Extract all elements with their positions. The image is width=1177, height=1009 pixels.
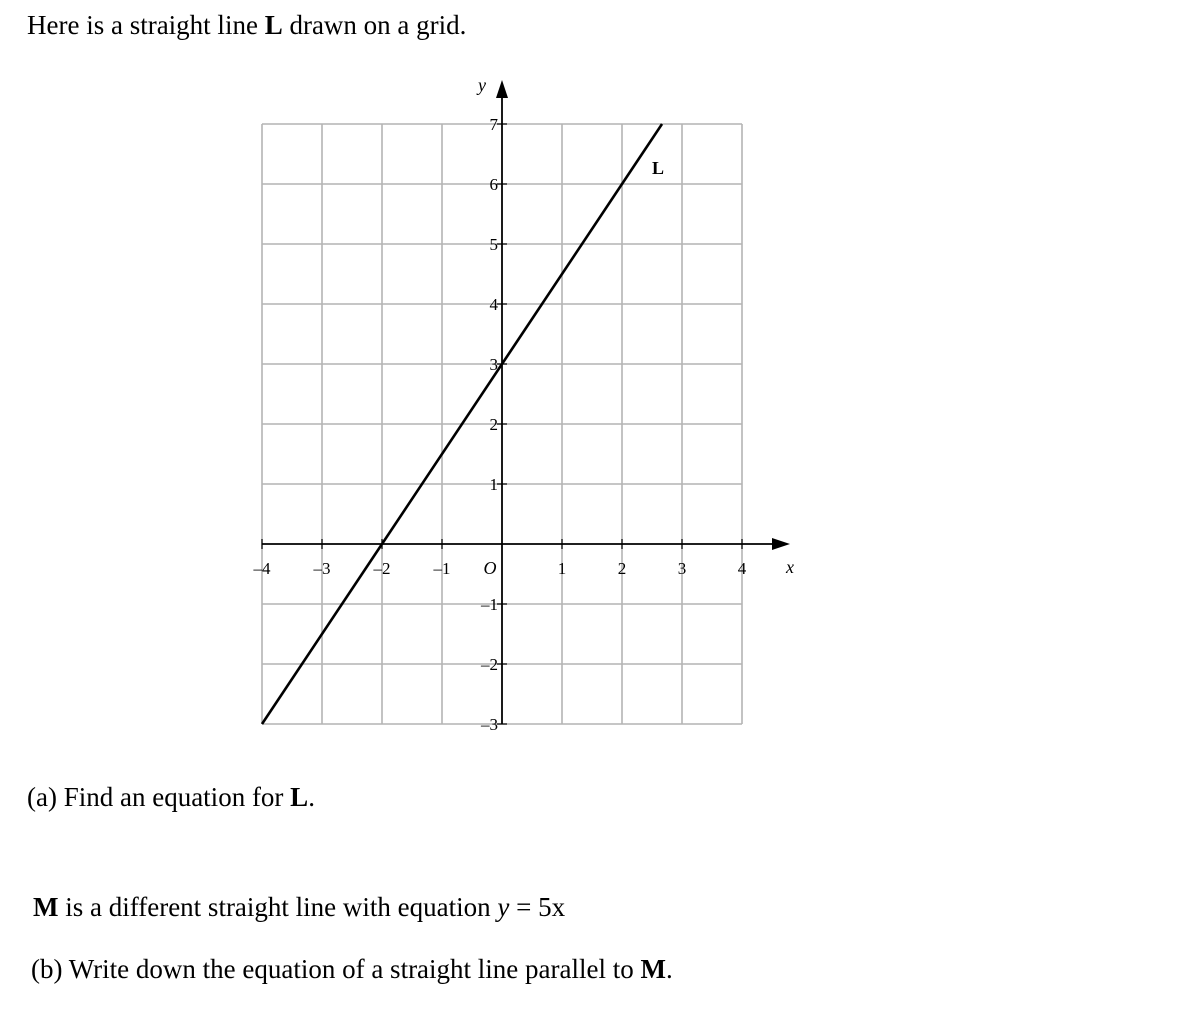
y-tick-label: –2 (481, 655, 498, 674)
x-tick-label: –1 (433, 559, 451, 578)
m-name: M (33, 892, 59, 922)
y-axis-label: y (478, 75, 486, 95)
question-b (31, 954, 673, 985)
intro-after: drawn on a grid. (282, 10, 467, 40)
x-tick-label: 3 (677, 559, 687, 578)
x-tick-label: 2 (617, 559, 627, 578)
x-axis-arrow-icon (772, 538, 790, 550)
axes (262, 75, 794, 724)
question-b-line-name: M (640, 954, 666, 984)
question-b-prefix: (b) Write down the equation of a straight line parallel to (31, 954, 641, 984)
x-tick-label: 4 (737, 559, 747, 578)
y-tick-label: 1 (489, 475, 498, 494)
y-tick-label: 7 (489, 115, 498, 134)
series-label-l: L (652, 158, 665, 178)
m-equation-var: y (497, 892, 510, 922)
y-axis-arrow-icon (496, 80, 508, 98)
y-tick-label: 6 (489, 175, 498, 194)
x-tick-label: –4 (253, 559, 271, 578)
x-tick-label: 1 (557, 559, 567, 578)
m-statement (33, 892, 565, 923)
question-a-suffix: . (308, 782, 315, 812)
question-a-line-name: L (290, 782, 309, 812)
question-a-prefix: (a) Find an equation for (27, 782, 291, 812)
x-tick-label: –3 (313, 559, 331, 578)
y-tick-label: 2 (489, 415, 498, 434)
m-text: is a different straight line with equation (58, 892, 498, 922)
intro-before: Here is a straight line (27, 10, 265, 40)
m-equation-rest: = 5x (509, 892, 566, 922)
y-tick-label: 5 (489, 235, 498, 254)
y-tick-label: 3 (489, 355, 498, 374)
origin-label: O (483, 558, 497, 578)
y-tick-label: –3 (481, 715, 498, 734)
x-axis-label: x (786, 557, 794, 577)
intro-line-name: L (264, 10, 283, 40)
question-b-suffix: . (665, 954, 673, 984)
x-tick-label: –2 (373, 559, 391, 578)
question-a (27, 782, 315, 813)
y-tick-label: 4 (489, 295, 498, 314)
y-tick-label: –1 (481, 595, 498, 614)
